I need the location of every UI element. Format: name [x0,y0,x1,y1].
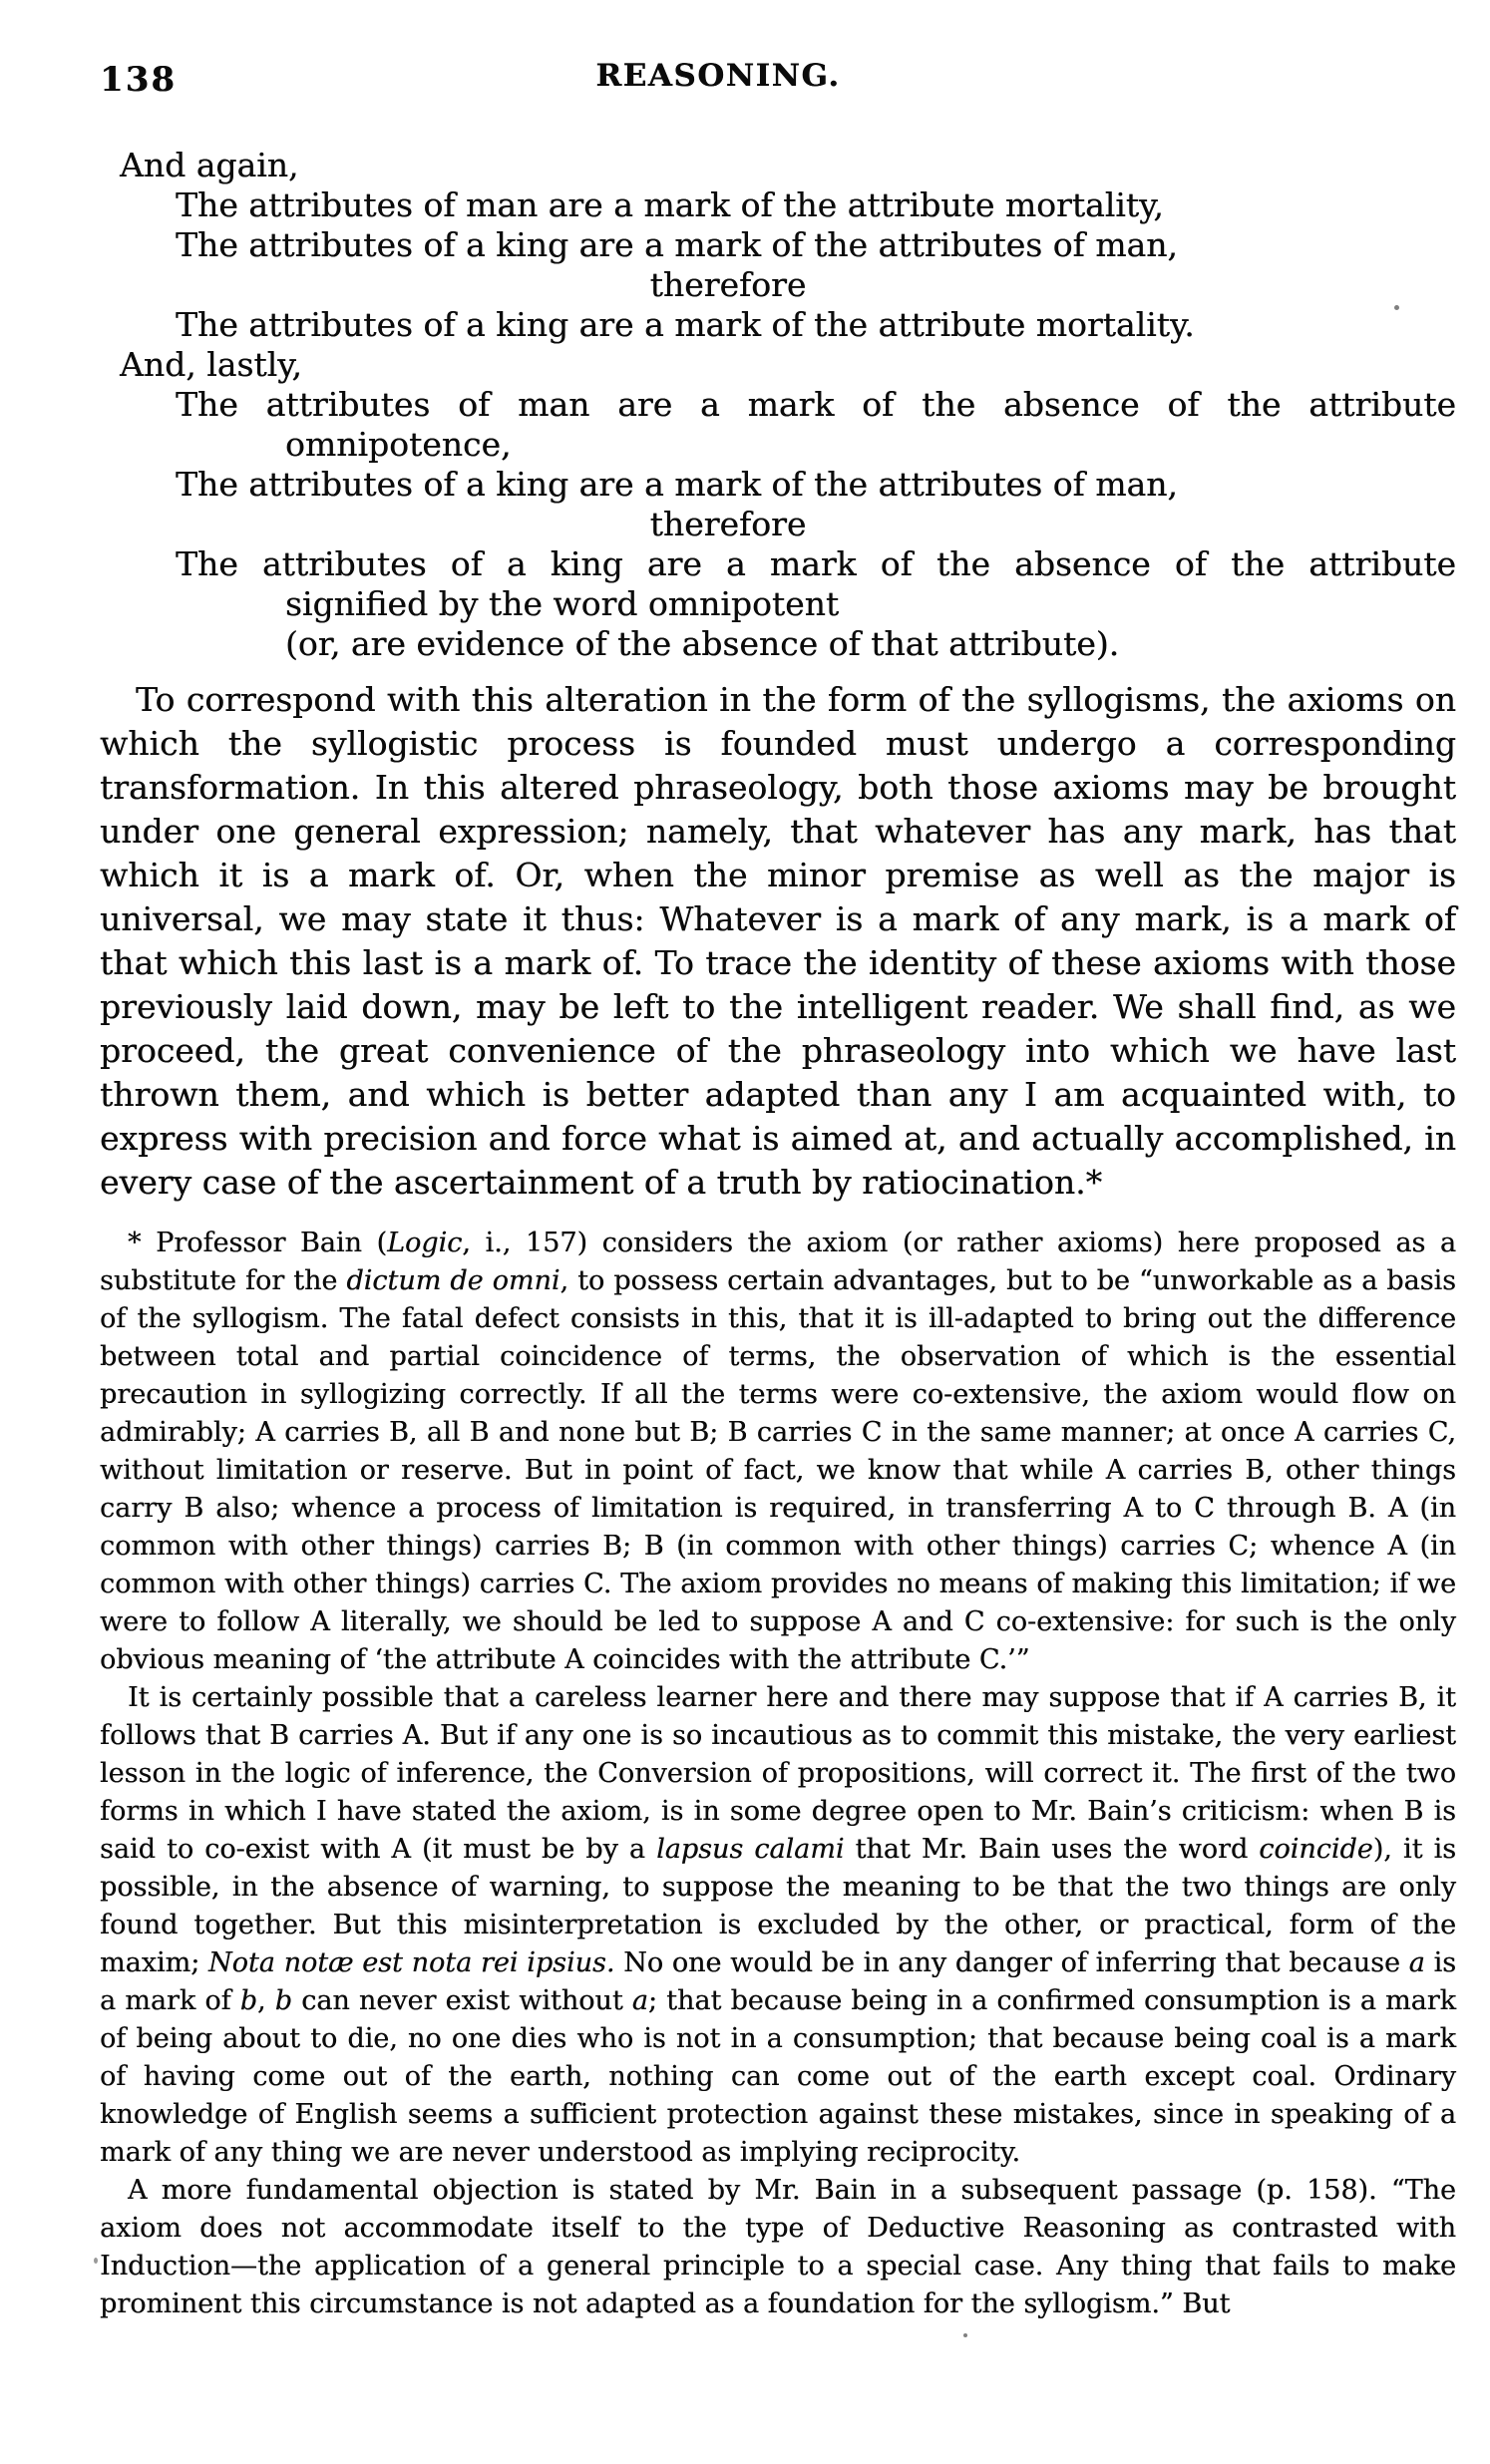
footnote-paragraph [100,1679,1456,2172]
text-run: A more fundamental objection is stated by Mr. Bain in a subsequent passage (p. 158). “The axiom does not accommodate itself to the type of Deductive Reasoning as contrasted with Induction—the application of a general principle to a special case. Any thing that fails to make prominent this circumstance is not adapted as a foundation for the syllogism.” But [100,2175,1456,2319]
scan-speck [94,2258,98,2264]
footnote-paragraph [100,1225,1456,1679]
text-run: It is certainly possible that a careless learner here and there may suppose that if A carries B, it follows that B carries A. But if any one is so incautious as to commit this mistake, the very earliest lesson in the logic of inference, the Conversion of propositions, will correct it. The first of the two forms in which I have stated the axiom, is in some degree open to Mr. Bain’s criticism: when B is said to co-exist with A (it must be by a [100,1682,1456,1865]
syllogism-line: The attributes of man are a mark of the attribute mortality, [176,185,1164,224]
text-run: , [257,1985,275,2016]
italic-term: a [631,1985,648,2016]
italic-term: dictum de omni [346,1265,560,1296]
text-run: No one would be in any danger of inferring that because [614,1947,1409,1978]
syllogism-line: The attributes of a king are a mark of the attributes of man, [176,225,1178,264]
syllogism-therefore: therefore [649,265,807,304]
italic-term: coincide [1259,1834,1373,1865]
page-number: 138 [100,60,177,100]
syllogism-section [100,146,1456,664]
text-run: , i., 157) considers the axiom (or rather axioms) here proposed as a substitute for the [100,1228,1457,1296]
footnote-paragraph [100,2172,1456,2323]
syllogism-line-runover: signified by the word omnipotent [285,584,840,623]
text-run: ; that because being in a confirmed consumption is a mark of being about to die, no one dies who is not in a consumption; that because being coal is a mark of having come out of the earth, nothing can come out of the earth except coal. Ordinary knowledge of English seems a sufficient protection against these mistakes, since in speaking of a mark of any thing we are never understood as implying reciprocity. [100,1985,1456,2168]
scan-speck [1394,305,1399,310]
text-run: that Mr. Bain uses the word [844,1834,1260,1865]
syllogism-line: The attributes of a king are a mark of the attribute mortality. [176,305,1195,344]
italic-term: b [239,1985,257,2016]
syllogism-line-runover: (or, are evidence of the absence of that attribute). [285,624,1120,663]
italic-term: b [274,1985,293,2016]
italic-term: Logic [387,1228,463,1258]
syllogism-line: The attributes of man are a mark of the absence of the attribute [176,385,1456,424]
syllogism-therefore: therefore [649,505,807,543]
scan-speck [963,2333,967,2337]
footnote-section [100,1225,1456,2323]
syllogism-intro: And again, [120,146,299,184]
text-run: , to possess certain advantages, but to be “unworkable as a basis of the syllogism. The fatal defect consists in this, that it is ill-adapted to bring out the difference between total and partial coincidence of terms, the observation of which is the essential precaution in syllogizing correctly. If all the terms were co-extensive, the axiom would flow on admirably; A carries B, all B and none but B; B carries C in the same manner; at once A carries C, without limitation or reserve. But in point of fact, we know that while A carries B, other things carry B also; whence a process of limitation is required, in transferring A to C through B. A (in common with other things) carries B; B (in common with other things) carries C; whence A (in common with other things) carries C. The axiom provides no means of making this limitation; if we were to follow A literally, we should be led to suppose A and C co-extensive: for such is the only obvious meaning of ‘the attribute A coincides with the attribute C.’” [100,1265,1456,1675]
syllogism-line-runover: omnipotence, [285,425,512,464]
page-header [100,58,1456,104]
syllogism-line: The attributes of a king are a mark of the attributes of man, [176,465,1178,504]
text-run: is a mark of [100,1947,1457,2016]
italic-term: a [1408,1947,1425,1978]
syllogism-intro: And, lastly, [120,345,302,384]
syllogism-line: The attributes of a king are a mark of the absence of the attribute [176,544,1456,583]
italic-term: lapsus calami [656,1834,845,1865]
text-run: ), it is possible, in the absence of warning, to suppose the meaning to be that the two things are only found together. But this misinterpretation is excluded by the other, or practical, form of the maxim; [100,1834,1456,1978]
running-title: REASONING. [595,58,841,94]
italic-term: Nota notæ est nota rei ipsius. [208,1947,615,1978]
body-paragraph: To correspond with this alteration in the form of the syllogisms, the axioms on which the syllogistic process is founded must undergo a corresponding transformation. In this altered phraseology, both those axioms may be brought under one general expression; namely, that whatever has any mark, has that which it is a mark of. Or, when the minor premise as well as the major is universal, we may state it thus: Whatever is a mark of any mark, is a mark of that which this last is a mark of. To trace the identity of these axioms with those previously laid down, may be left to the intelligent reader. We shall find, as we proceed, the great convenience of the phraseology into which we have last thrown them, and which is better adapted than any I am acquainted with, to express with precision and force what is aimed at, and actually accomplished, in every case of the ascertainment of a truth by ratiocination.* [100,680,1456,1202]
text-run: * Professor Bain ( [128,1228,388,1258]
text-run: can never exist without [292,1985,632,2016]
